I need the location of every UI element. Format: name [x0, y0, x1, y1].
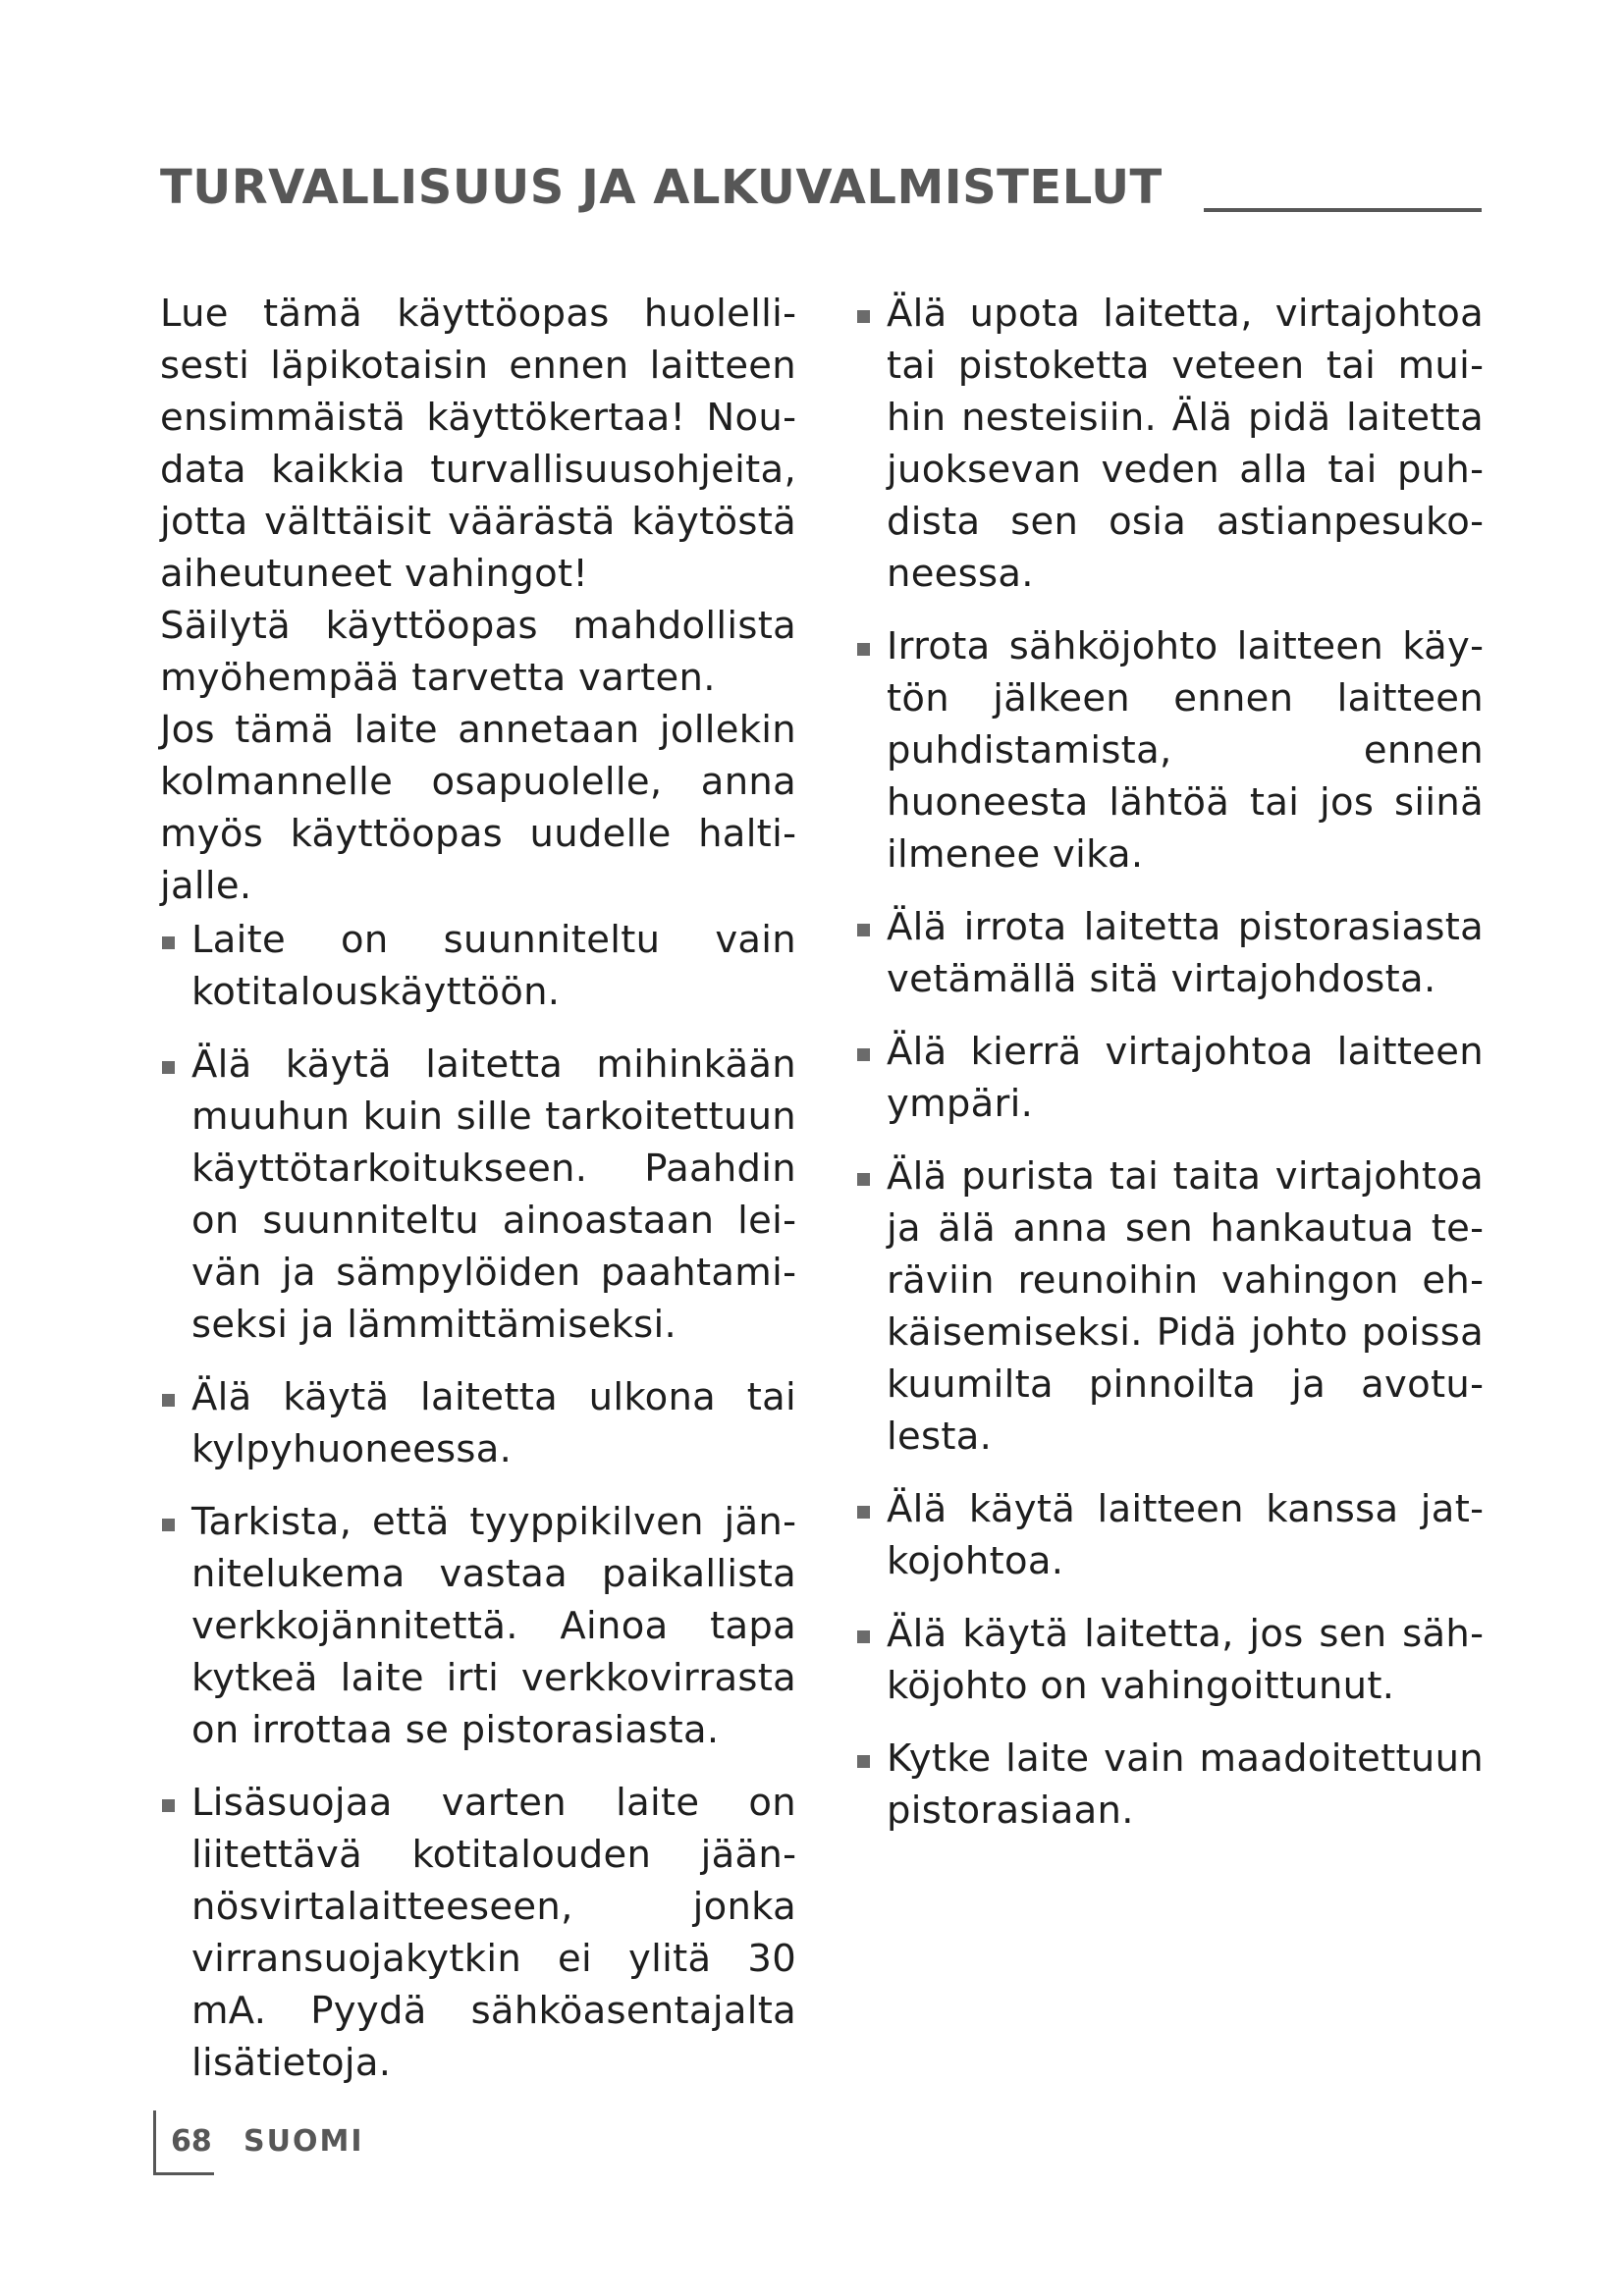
- list-item-text: Älä purista tai taita virtajohtoa ja älä anna sen hankautua teräviin reunoihin vahingon ehkäisemiseksi. Pidä johto poissa kuumilta pinnoilta ja avotulesta.: [887, 1154, 1484, 1459]
- footer-rule-horizontal: [153, 2172, 214, 2175]
- list-item: [855, 1026, 1484, 1130]
- square-bullet-icon: [857, 1630, 870, 1643]
- list-item: [855, 1150, 1484, 1463]
- list-item-text: Laite on suunniteltu vain kotitalouskäyttöön.: [191, 918, 796, 1014]
- intro-paragraph-read-manual: Lue tämä käyttöopas huolellisesti läpikotaisin ennen laitteen ensimmäistä käyttökertaa! Noudata kaikkia turvallisuusohjeita, jotta välttäisit väärästä käytöstä aiheutuneet vahingot!: [160, 292, 796, 596]
- square-bullet-icon: [857, 1755, 870, 1768]
- page-number: 68: [171, 2124, 212, 2159]
- safety-list-right: [855, 288, 1484, 1837]
- list-item-text: Lisäsuojaa varten laite on liitettävä kotitalouden jäännösvirtalaitteeseen, jonka virransuojakytkin ei ylitä 30 mA. Pyydä sähköasentajalta lisätietoja.: [191, 1781, 796, 2085]
- list-item-text: Älä käytä laitteen kanssa jatkojohtoa.: [887, 1487, 1484, 1583]
- square-bullet-icon: [162, 1799, 175, 1812]
- section-header: [160, 157, 1482, 218]
- right-column: [855, 288, 1484, 1857]
- square-bullet-icon: [857, 643, 870, 656]
- square-bullet-icon: [162, 936, 175, 949]
- list-item: [160, 1496, 796, 1756]
- list-item: [160, 1371, 796, 1475]
- list-item: [855, 1733, 1484, 1837]
- square-bullet-icon: [162, 1061, 175, 1074]
- list-item-text: Älä käytä laitetta mihinkään muuhun kuin sille tarkoitettuun käyttötarkoitukseen. Paahdin on suunniteltu ainoastaan leivän ja sämpylöiden paahtamiseksi ja lämmittämiseksi.: [191, 1042, 796, 1347]
- list-item-text: Älä käytä laitetta ulkona tai kylpyhuoneessa.: [191, 1375, 796, 1471]
- square-bullet-icon: [857, 1048, 870, 1061]
- square-bullet-icon: [857, 1506, 870, 1519]
- square-bullet-icon: [857, 310, 870, 323]
- list-item: [160, 1039, 796, 1351]
- list-item-text: Älä irrota laitetta pistorasiasta vetämällä sitä virtajohdosta.: [887, 905, 1484, 1001]
- square-bullet-icon: [857, 1173, 870, 1186]
- square-bullet-icon: [857, 924, 870, 936]
- list-item: [855, 1483, 1484, 1587]
- list-item: [855, 620, 1484, 881]
- header-rule: [1204, 208, 1482, 212]
- square-bullet-icon: [162, 1394, 175, 1407]
- square-bullet-icon: [162, 1519, 175, 1531]
- list-item: [855, 901, 1484, 1005]
- list-item-text: Älä käytä laitetta, jos sen sähköjohto on vahingoittunut.: [887, 1612, 1484, 1708]
- section-title: TURVALLISUUS JA ALKUVALMISTELUT: [160, 160, 1163, 215]
- list-item: [855, 288, 1484, 600]
- list-item-text: Älä kierrä virtajohtoa laitteen ympäri.: [887, 1030, 1484, 1126]
- list-item-text: Irrota sähköjohto laitteen käytön jälkeen ennen laitteen puhdistamista, ennen huoneesta lähtöä tai jos siinä ilmenee vika.: [887, 624, 1484, 877]
- list-item-text: Tarkista, että tyyppikilven jännitelukema vastaa paikallista verkkojännitettä. Ainoa tapa kytkeä laite irti verkkovirrasta on irrottaa se pistorasiasta.: [191, 1500, 796, 1752]
- list-item-text: Kytke laite vain maadoitettuun pistorasiaan.: [887, 1736, 1484, 1833]
- list-item: [160, 1777, 796, 2089]
- intro-paragraph-third-party: Jos tämä laite annetaan jollekin kolmannelle osapuolelle, anna myös käyttöopas uudelle haltijalle.: [160, 708, 796, 908]
- safety-list-left: [160, 914, 796, 2089]
- list-item: [855, 1608, 1484, 1712]
- footer-rule-vertical: [153, 2110, 156, 2175]
- page-footer: [153, 2110, 448, 2175]
- list-item-text: Älä upota laitetta, virtajohtoa tai pistoketta veteen tai muihin nesteisiin. Älä pidä laitetta juoksevan veden alla tai puhdista sen osia astianpesukoneessa.: [887, 292, 1484, 596]
- list-item: [160, 914, 796, 1018]
- left-column: [160, 288, 796, 2109]
- language-label: SUOMI: [244, 2124, 364, 2159]
- intro-paragraph-keep-manual: Säilytä käyttöopas mahdollista myöhempää tarvetta varten.: [160, 604, 796, 700]
